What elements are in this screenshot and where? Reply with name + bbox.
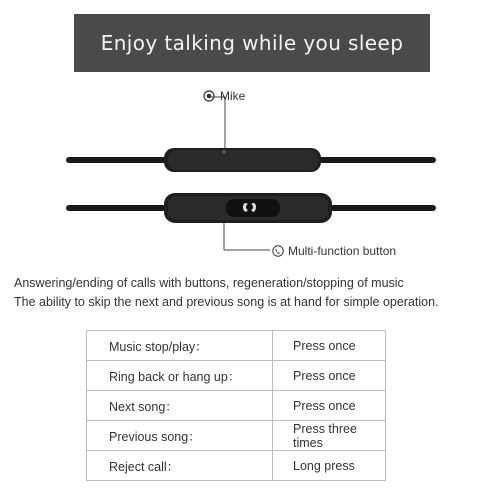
table-cell-operation: Press once xyxy=(273,361,386,391)
mic-remote-lower xyxy=(66,193,436,223)
multifunction-label-text: Multi-function button xyxy=(288,244,397,258)
table-cell-operation: Press once xyxy=(273,331,386,361)
table-cell-operation: Press three times xyxy=(273,421,386,451)
mike-label xyxy=(203,89,245,103)
table-row xyxy=(87,361,386,391)
earphone-cable-diagram xyxy=(0,80,500,270)
mic-remote-upper xyxy=(66,148,436,172)
table-cell-operation: Press once xyxy=(273,391,386,421)
button-function-table xyxy=(86,330,386,481)
title-banner xyxy=(74,14,430,72)
mic-dot-icon xyxy=(203,90,215,102)
table-cell-action: Next song： xyxy=(87,391,273,421)
table-row xyxy=(87,421,386,451)
table-cell-action: Previous song： xyxy=(87,421,273,451)
table-cell-action: Ring back or hang up： xyxy=(87,361,273,391)
description-line-1: Answering/ending of calls with buttons, regeneration/stopping of music xyxy=(14,276,404,290)
table-row xyxy=(87,331,386,361)
table-row xyxy=(87,451,386,481)
table-cell-operation: Long press xyxy=(273,451,386,481)
table-row xyxy=(87,391,386,421)
multifunction-label xyxy=(272,244,396,258)
mike-label-text: Mike xyxy=(220,89,246,103)
table-cell-action: Music stop/play： xyxy=(87,331,273,361)
description-line-2: The ability to skip the next and previous song is at hand for simple operation. xyxy=(14,295,439,309)
banner-title: Enjoy talking while you sleep xyxy=(100,31,404,55)
microphone-hole xyxy=(222,150,226,154)
table-cell-action: Reject call： xyxy=(87,451,273,481)
phone-icon xyxy=(272,245,284,257)
